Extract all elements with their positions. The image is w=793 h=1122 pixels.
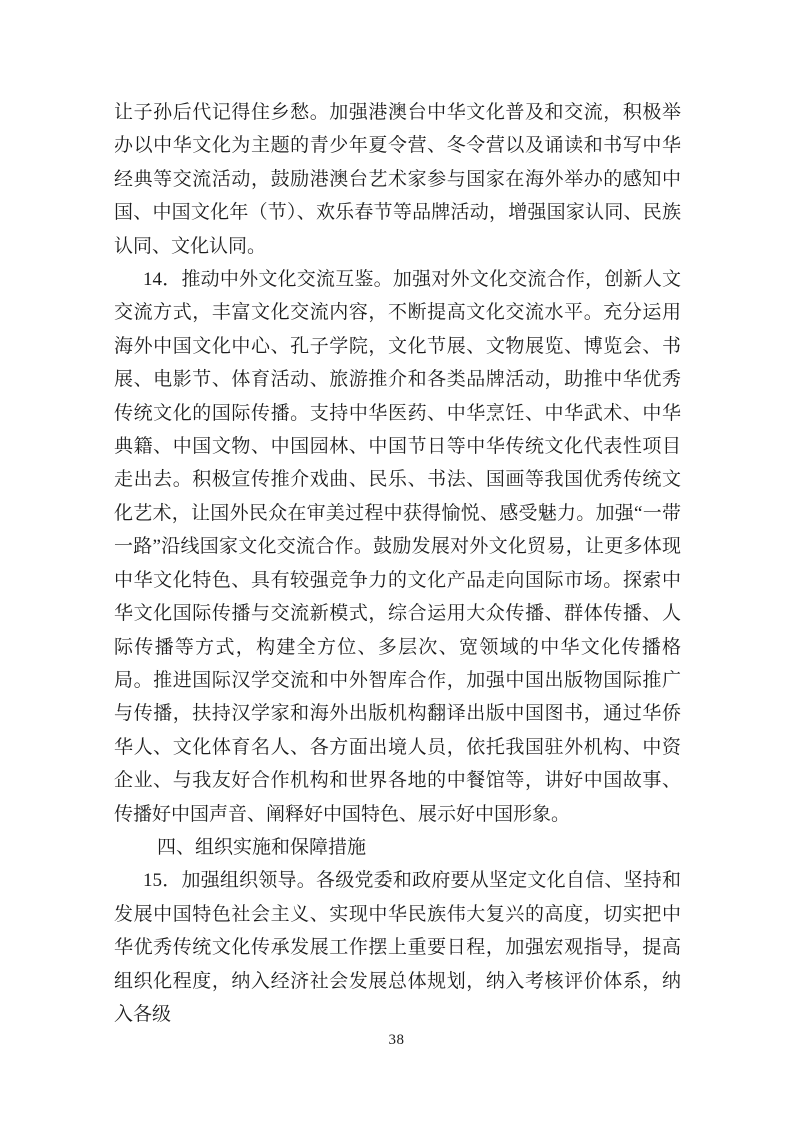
document-body [114,96,681,1031]
page-number: 38 [388,1032,405,1048]
para-item-15: 15．加强组织领导。各级党委和政府要从坚定文化自信、坚持和发展中国特色社会主义、实现中华民族伟大复兴的高度，切实把中华优秀传统文化传承发展工作摆上重要日程，加强宏观指导，提高组织化程度，纳入经济社会发展总体规划，纳入考核评价体系，纳入各级 [114,870,681,1025]
page-footer [0,1031,793,1049]
para-item-14: 14．推动中外文化交流互鉴。加强对外文化交流合作，创新人文交流方式，丰富文化交流内容，不断提高文化交流水平。充分运用海外中国文化中心、孔子学院，文化节展、文物展览、博览会、书展、电影节、体育活动、旅游推介和各类品牌活动，助推中华优秀传统文化的国际传播。支持中华医药、中华烹饪、中华武术、中华典籍、中国文物、中国园林、中国节日等中华传统文化代表性项目走出去。积极宣传推介戏曲、民乐、书法、国画等我国优秀传统文化艺术，让国外民众在审美过程中获得愉悦、感受魅力。加强“一带一路”沿线国家文化交流合作。鼓励发展对外文化贸易，让更多体现中华文化特色、具有较强竞争力的文化产品走向国际市场。探索中华文化国际传播与交流新模式，综合运用大众传播、群体传播、人际传播等方式，构建全方位、多层次、宽领域的中华文化传播格局。推进国际汉学交流和中外智库合作，加强中国出版物国际推广与传播，扶持汉学家和海外出版机构翻译出版中国图书，通过华侨华人、文化体育名人、各方面出境人员，依托我国驻外机构、中资企业、与我友好合作机构和世界各地的中餐馆等，讲好中国故事、传播好中国声音、阐释好中国特色、展示好中国形象。 [114,269,681,825]
heading-section-4: 四、组织实施和保障措施 [157,836,367,858]
para-continuation: 让子孙后代记得住乡愁。加强港澳台中华文化普及和交流，积极举办以中华文化为主题的青少年夏令营、冬令营以及诵读和书写中华经典等交流活动，鼓励港澳台艺术家参与国家在海外举办的感知中国、中国文化年（节）、欢乐春节等品牌活动，增强国家认同、民族认同、文化认同。 [114,102,681,257]
